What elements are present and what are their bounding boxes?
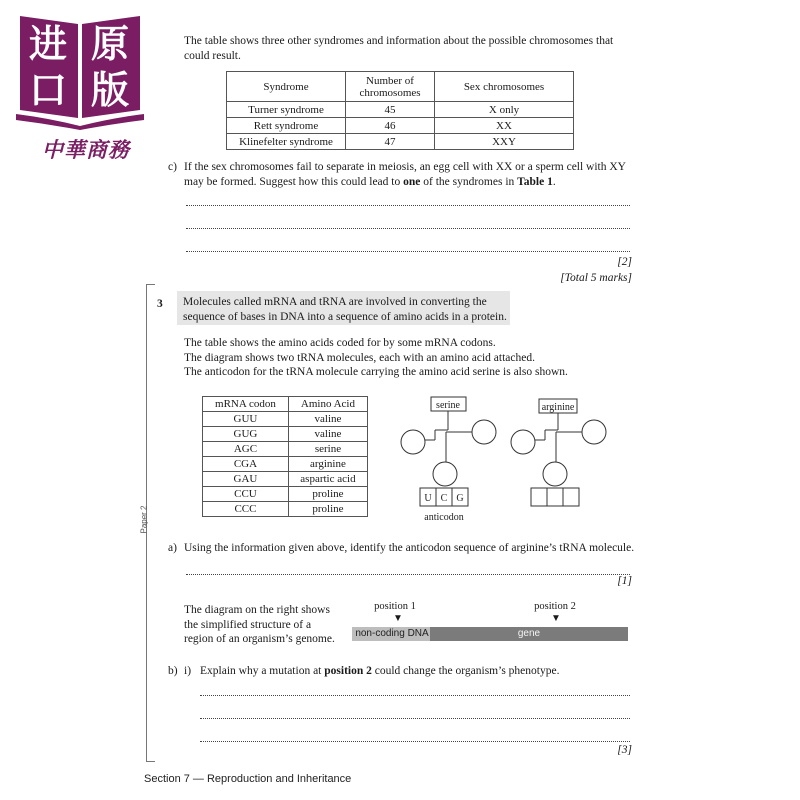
table-row — [203, 457, 368, 472]
table-cell: XXY — [435, 134, 574, 150]
table-row — [203, 427, 368, 442]
question-3-box — [177, 291, 510, 325]
genome-text-2: the simplified structure of a — [184, 618, 312, 631]
text-span: of the syndromes in — [420, 175, 518, 188]
question-3-box-line-2: sequence of bases in DNA into a sequence of amino acids in a protein. — [183, 310, 507, 323]
serine-label: serine — [436, 400, 460, 411]
table-cell: CGA — [203, 457, 289, 472]
serine-trna — [401, 397, 496, 506]
trna-loop — [511, 430, 535, 454]
marks-b: [3] — [617, 744, 632, 756]
side-label: Paper 2 — [139, 505, 149, 534]
position-2-label: position 2 — [534, 601, 576, 612]
table-row — [227, 134, 574, 150]
table-cell: valine — [288, 427, 367, 442]
answer-line[interactable] — [200, 741, 630, 742]
table-row — [227, 118, 574, 134]
position-1-label: position 1 — [374, 601, 416, 612]
intro-line-2: could result. — [184, 49, 241, 62]
logo-char-3: 口 — [28, 68, 67, 112]
base-g: G — [456, 493, 464, 504]
table-row — [203, 502, 368, 517]
table-row — [203, 487, 368, 502]
question-3-text — [184, 336, 644, 380]
codon-table — [202, 396, 368, 517]
table-cell: X only — [435, 102, 574, 118]
intro-text — [184, 34, 644, 63]
trna-loop — [433, 462, 457, 486]
noncoding-dna-segment: non-coding DNA — [352, 627, 432, 641]
question-3-number: 3 — [157, 298, 163, 310]
marks-c: [2] — [617, 256, 632, 268]
position-1-arrow: ▼ — [393, 613, 403, 624]
question-b-label: b) — [168, 665, 178, 677]
genome-text — [184, 603, 354, 647]
text-span: may be formed. Suggest how this could lead to — [184, 175, 404, 188]
table-cell: proline — [288, 502, 367, 517]
table-header — [346, 72, 435, 102]
question-b-sub-label: i) — [184, 665, 192, 677]
table-header: Sex chromosomes — [435, 72, 574, 102]
answer-line[interactable] — [186, 205, 630, 206]
bold-text: one — [403, 175, 421, 188]
table-header: Syndrome — [227, 72, 346, 102]
question-3-text-1: The table shows the amino acids coded for by some mRNA codons. — [184, 337, 496, 349]
table-cell: AGC — [203, 442, 289, 457]
trna-loop — [582, 420, 606, 444]
trna-diagram — [390, 392, 620, 532]
question-a-label: a) — [168, 542, 177, 554]
genome-text-1: The diagram on the right shows — [184, 604, 330, 616]
question-3-text-2: The diagram shows two tRNA molecules, each with an amino acid attached. — [184, 351, 535, 364]
anticodon-label: anticodon — [424, 512, 464, 523]
trna-loop — [401, 430, 425, 454]
table-cell: Turner syndrome — [227, 102, 346, 118]
intro-line-1: The table shows three other syndromes and information about the possible chromosomes that — [184, 35, 614, 47]
table-row — [203, 472, 368, 487]
table-row — [203, 442, 368, 457]
arginine-trna — [511, 399, 606, 506]
table-cell: serine — [288, 442, 367, 457]
table-cell: 46 — [346, 118, 435, 134]
table-row — [227, 102, 574, 118]
table-cell: Klinefelter syndrome — [227, 134, 346, 150]
table-row — [203, 412, 368, 427]
question-c-line-2 — [184, 175, 644, 190]
table-header: mRNA codon — [203, 397, 289, 412]
table-cell: arginine — [288, 457, 367, 472]
question-3-text-3: The anticodon for the tRNA molecule carrying the amino acid serine is also shown. — [184, 366, 568, 378]
bold-text: Table 1 — [517, 175, 553, 188]
table-cell: valine — [288, 412, 367, 427]
question-c-text — [184, 160, 644, 189]
table-cell: Rett syndrome — [227, 118, 346, 134]
syndrome-table — [226, 71, 574, 150]
genome-text-3: region of an organism’s genome. — [184, 633, 335, 645]
text-span: Explain why a mutation at — [200, 665, 325, 677]
gene-segment: gene — [430, 627, 628, 641]
question-3-box-line-1: Molecules called mRNA and tRNA are involved in converting the — [183, 296, 487, 308]
table-cell: proline — [288, 487, 367, 502]
publisher-logo — [14, 10, 146, 170]
table-cell: GAU — [203, 472, 289, 487]
header-line: Number of — [366, 74, 414, 87]
base-c: C — [440, 493, 448, 504]
question-c-line-1: If the sex chromosomes fail to separate in meiosis, an egg cell with XX or a sperm cell with XY — [184, 161, 626, 173]
table-cell: 45 — [346, 102, 435, 118]
question-a-text: Using the information given above, identify the anticodon sequence of arginine’s tRNA molecule. — [184, 542, 635, 554]
answer-line[interactable] — [200, 718, 630, 719]
trna-loop — [543, 462, 567, 486]
table-cell: aspartic acid — [288, 472, 367, 487]
total-marks: [Total 5 marks] — [560, 272, 632, 284]
table-header: Amino Acid — [288, 397, 367, 412]
answer-line[interactable] — [186, 251, 630, 252]
answer-line[interactable] — [186, 228, 630, 229]
header-line: chromosomes — [359, 86, 421, 99]
trna-loop — [472, 420, 496, 444]
question-c-label: c) — [168, 161, 177, 173]
table-cell: GUU — [203, 412, 289, 427]
table-cell: CCC — [203, 502, 289, 517]
answer-line[interactable] — [200, 695, 630, 696]
logo-subtitle: 中華商務 — [42, 137, 130, 162]
table-cell: 47 — [346, 134, 435, 150]
anticodon-box-blank — [531, 488, 579, 506]
table-cell: XX — [435, 118, 574, 134]
table-cell: CCU — [203, 487, 289, 502]
logo-char-4: 版 — [90, 68, 129, 112]
text-span: could change the organism’s phenotype. — [371, 665, 560, 677]
arginine-label: arginine — [541, 402, 575, 413]
text-span: . — [552, 175, 556, 188]
table-cell: GUG — [203, 427, 289, 442]
marks-a: [1] — [617, 575, 632, 587]
question-b-text — [200, 664, 640, 679]
bold-text: position 2 — [324, 665, 372, 677]
position-2-arrow: ▼ — [551, 613, 561, 624]
base-u: U — [424, 493, 432, 504]
section-footer: Section 7 — Reproduction and Inheritance — [144, 773, 352, 785]
logo-char-2: 原 — [90, 22, 129, 66]
logo-char-1: 进 — [28, 22, 67, 66]
